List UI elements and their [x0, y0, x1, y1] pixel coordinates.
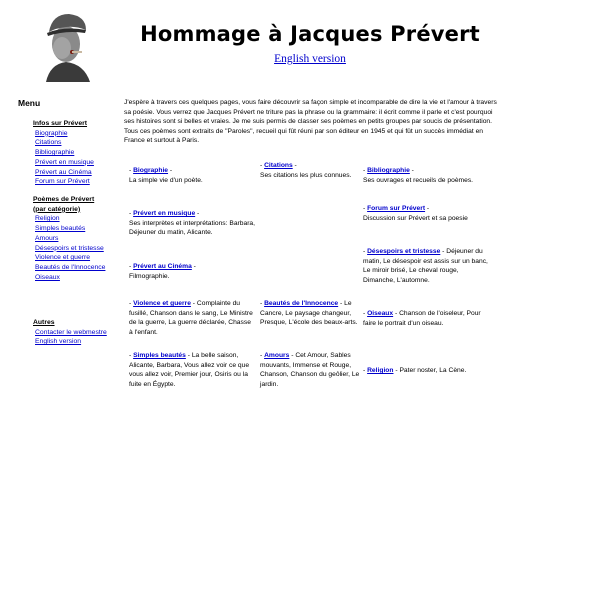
section-citations: - Citations - Ses citations les plus connues.: [260, 162, 352, 179]
menu-heading-poemes[interactable]: Poèmes de Prévert (par catégorie): [33, 196, 95, 213]
section-link-religion[interactable]: Religion: [367, 367, 394, 374]
menu-item-musique[interactable]: Prévert en musique: [35, 158, 94, 166]
section-text-citations: Ses citations les plus connues.: [260, 171, 352, 179]
section-musique: - Prévert en musique - Ses interprètes et interprétations: Barbara, Déjeuner du matin, Alicante.: [129, 210, 256, 237]
section-link-cinema[interactable]: Prévert au Cinéma: [133, 263, 192, 270]
section-link-violence[interactable]: Violence et guerre: [133, 300, 191, 307]
section-biographie: - Biographie - La simple vie d'un poète.: [129, 167, 203, 184]
menu-item-innocence[interactable]: Beautés de l'Innocence: [35, 263, 106, 271]
menu-item-amours[interactable]: Amours: [35, 234, 59, 242]
menu-item-oiseaux[interactable]: Oiseaux: [35, 273, 60, 281]
section-text-cinema: Filmographie.: [129, 272, 170, 280]
menu-item-violence[interactable]: Violence et guerre: [35, 254, 91, 262]
menu-heading-autres[interactable]: Autres: [33, 319, 55, 326]
section-simples-beautes: - Simples beautés - La belle saison, Alicante, Barbara, Vous allez voir ce que vous allez voir, Premier jour, Osiris ou la fuite en Égypte.: [129, 352, 250, 388]
menu-item-english[interactable]: English version: [35, 338, 82, 346]
section-text-amours: Cet Amour, Sables mouvants, Immense et Rouge, Chanson, Chanson du geôlier, Le jardin.: [260, 352, 360, 388]
menu-item-contact[interactable]: Contacter le webmestre: [35, 328, 107, 336]
section-bibliographie: - Bibliographie - Ses ouvrages et recueils de poèmes.: [363, 167, 474, 184]
section-link-desespoirs[interactable]: Désespoirs et tristesse: [367, 248, 441, 255]
section-link-forum[interactable]: Forum sur Prévert: [367, 205, 426, 212]
section-amours: - Amours - Cet Amour, Sables mouvants, Immense et Rouge, Chanson, Chanson du geôlier, Le jardin.: [260, 352, 360, 388]
section-text-oiseaux: Chanson de l'oiseleur, Pour faire le portrait d'un oiseau.: [363, 310, 481, 327]
menu-heading-infos[interactable]: Infos sur Prévert: [33, 120, 88, 127]
menu-title: Menu: [18, 98, 41, 108]
section-text-simples-beautes: La belle saison, Alicante, Barbara, Vous allez voir ce que vous allez voir, Premier jour, Osiris ou la fuite en Égypte.: [129, 352, 250, 388]
section-forum: - Forum sur Prévert - Discussion sur Prévert et sa poesie: [363, 205, 468, 222]
section-religion: - Religion - Pater noster, La Cène.: [363, 367, 467, 374]
menu-item-biographie[interactable]: Biographie: [35, 129, 68, 137]
menu-item-cinema[interactable]: Prévert au Cinéma: [35, 168, 92, 176]
section-innocence: - Beautés de l'Innocence - Le Cancre, Le paysage changeur, Presque, L'école des beaux-arts.: [260, 300, 358, 327]
section-text-innocence: Le Cancre, Le paysage changeur, Presque, L'école des beaux-arts.: [260, 300, 358, 327]
section-text-violence: Complainte du fusillé, Chanson dans le sang, Le Ministre de la guerre, La guerre déclarée, Chasse à l'enfant.: [129, 300, 253, 336]
menu-item-simples-beautes[interactable]: Simples beautés: [35, 225, 86, 233]
menu-item-religion[interactable]: Religion: [35, 215, 60, 223]
section-link-biographie[interactable]: Biographie: [133, 167, 169, 174]
menu-item-desespoirs[interactable]: Désespoirs et tristesse: [35, 244, 104, 252]
section-text-forum: Discussion sur Prévert et sa poesie: [363, 214, 468, 222]
menu-item-bibliographie[interactable]: Bibliographie: [35, 149, 75, 157]
section-link-musique[interactable]: Prévert en musique: [133, 210, 196, 217]
intro-paragraph: J'espère à travers ces quelques pages, vous faire découvrir sa façon simple et incomparable de dire la vie et l'amour à travers sa poésie. Vous verrez que Jacques Prévert ne triture pas la phrase ou la grammaire: il écrit comme il parle et c'est pourquoi ses histoires sont si belles et vraies. Je me suis permis de classer ses poèmes en petits groupes par soucis de présentation. Tous ces poèmes sont extraits de "Paroles", recueil qui fût réuni par son éditeur en 1945 et qui fût un succès immédiat en France et surtout à Paris.: [124, 99, 497, 145]
menu-item-citations[interactable]: Citations: [35, 139, 62, 147]
section-cinema: - Prévert au Cinéma - Filmographie.: [129, 263, 196, 280]
section-text-musique: Ses interprètes et interprétations: Barbara, Déjeuner du matin, Alicante.: [129, 219, 256, 237]
prevert-portrait-image: [36, 8, 96, 86]
section-text-bibliographie: Ses ouvrages et recueils de poèmes.: [363, 176, 474, 184]
section-text-desespoirs: Déjeuner du matin, Le désespoir est assis sur un banc, Le miroir brisé, Le cheval rouge, Dimanche, L'automne.: [363, 248, 488, 284]
menu-group-autres: [33, 318, 107, 347]
english-version-link[interactable]: English version: [274, 53, 346, 65]
section-link-simples-beautes[interactable]: Simples beautés: [133, 352, 186, 359]
section-oiseaux: - Oiseaux - Chanson de l'oiseleur, Pour faire le portrait d'un oiseau.: [363, 310, 481, 327]
site-title: Hommage à Jacques Prévert: [140, 22, 480, 46]
section-text-religion: Pater noster, La Cène.: [399, 367, 467, 374]
menu-group-infos: [33, 119, 94, 187]
section-link-innocence[interactable]: Beautés de l'Innocence: [264, 300, 339, 307]
section-link-amours[interactable]: Amours: [264, 352, 290, 359]
section-link-bibliographie[interactable]: Bibliographie: [367, 167, 410, 174]
menu-group-poemes: [33, 195, 105, 282]
section-text-biographie: La simple vie d'un poète.: [129, 176, 203, 184]
menu-item-forum[interactable]: Forum sur Prévert: [35, 178, 90, 186]
section-link-citations[interactable]: Citations: [264, 162, 293, 169]
section-violence: - Violence et guerre - Complainte du fusillé, Chanson dans le sang, Le Ministre de la guerre, La guerre déclarée, Chasse à l'enfant.: [129, 300, 253, 336]
section-link-oiseaux[interactable]: Oiseaux: [367, 310, 394, 317]
section-desespoirs: - Désespoirs et tristesse - Déjeuner du matin, Le désespoir est assis sur un banc, Le miroir brisé, Le cheval rouge, Dimanche, L'automne.: [363, 248, 488, 284]
